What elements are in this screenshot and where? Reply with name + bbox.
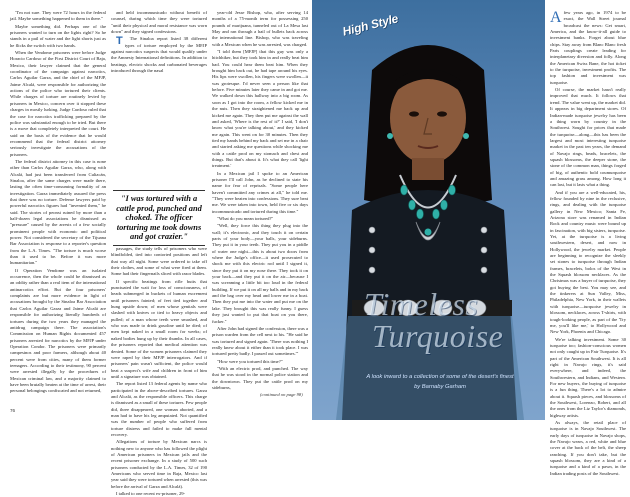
column-2-lower bbox=[111, 246, 207, 497]
paragraph: and held incommunicado without benefit of counsel, during which time they were tortured "until their physical and moral resistance was worn down" and they signed confessions. bbox=[111, 10, 207, 35]
cover-photo bbox=[312, 0, 545, 420]
paragraph: We're talking investment. Some 30 turquoise too; fashion-conscious women not only caught up in Fair Turquoise. It's part of the American Southwest. It is all right in Navajo rings, it's said everywhere, and indeed, the Southwestern, and Indians, and Western. For new buyers, the buying of turquoise is a fun thing. There's a lot to admire about it. Squash pieces, and blossoms of the Southwest, Lorenzo, Robert, and all the ones from the Liz Taylor's diamonds, highway artists. bbox=[550, 336, 626, 418]
paragraph: "With an electric prod, and punched. The way that he was stood in the normal police station and the downtown. They put the cattle prod on my sideburns, bbox=[212, 365, 308, 390]
neck-shape bbox=[412, 158, 444, 180]
paragraph: I talked to one recent ex-prisoner, 29- bbox=[116, 491, 186, 497]
paragraph: "What do you mean tortured?" bbox=[217, 216, 274, 221]
paragraph: Maybe something did. Perhaps one of the prisoners wanted to turn on the lights right? So he stands in a pail of water and the light shorts just as he flicks the switch with two hands. bbox=[10, 23, 106, 48]
drop-cap: A bbox=[550, 9, 562, 26]
paragraph-text: The Sinaloa report listed 38 different types of torture employed by the MFJP against narcotics suspects that would qualify under the Amnesty International definitions. In addition to beatings, electric shocks and carbonated beverages introduced through the nasal bbox=[111, 36, 207, 74]
article-title-line-1: Timeless bbox=[364, 286, 479, 322]
paragraph: If Operation Vendome was an isolated occurrence, then the whole could be dismissed as an oddity rather than a real item of the international antinarcotics effort. But the four prisoners' complaints are but more evidence in light of accusations brought by the Sinaloa Bar Association that Carlos Aguilar Garza and Jaime Alcalá are responsible for authorizing literally hundreds of tortures during the two years they managed the antidrug campaign there. The association's Commission on Human Rights documented 457 prisoners arrested for narcotics by the MFJP under Operation Condor. The prisoners were primarily campesinos and poor farmers, although about 40 percent were from cities, many of them former teenagers. According to their testimony, 90 percent were arrested illegally by the procedures of Mexican criminal law, and a majority claimed to have been brutally beaten at the time of arrest, their personal belongings confiscated and not returned, bbox=[10, 267, 106, 394]
right-column bbox=[550, 9, 626, 476]
pull-quote: "I was tortured with a cattle prod, punched and choked. The officer torturing me took downs and got crazier." bbox=[113, 190, 205, 246]
right-earring bbox=[463, 133, 469, 139]
article-title-line-2: Turquoise bbox=[372, 318, 504, 354]
paragraph: If specific beatings from rifle butts that punctuated the wait for loss of consciousness, of heads submerged in buckets of human excrement until prisoners fainted; of feet tied together and hung upside down; of men whose genitals were slashed with knives or tied to heavy objects and pulled; of a man whose teeth were smashed, and who was made to drink gasoline until he died; of men kept naked in a small room for weeks; of naked bodies hung up by their thumbs. In all cases, the prisoners reported that medical attention was denied. Some of the women prisoners claimed they were raped by their MFJP interrogators. And if prisoners' pain wasn't sufficient, the police would beat a suspect's wife and children in front of him until a signature was obtained. bbox=[111, 278, 207, 379]
paragraph: The federal district attorney in this case is none other than Carlos Aguilar Garza, who, along with Alcalá, had just been transferred from Culiacán, Sinaloa, after the same charges were made there, lasting the often time-consuming formality of an investigation. Garza immediately assured the press that there was no torture. Defense lawyers paid by powerful narcotics figures had "invented them," he said. The stories of peonst ruined by more than a half-dozen legal associations he dismissed as "pressure" caused by the arrests of a few socially prominent people with economic and political power. Not considered the secretary of the Tijuana Bar Association is response to a reporter's question from the L.A. Times. "The torture is much worse than it used to be. Before it was more humanitarian." bbox=[10, 158, 106, 266]
drop-cap: T bbox=[116, 35, 123, 48]
right-eye bbox=[437, 111, 447, 116]
left-page bbox=[0, 0, 312, 497]
byline: by Barnaby Garham bbox=[414, 384, 466, 390]
column-1 bbox=[10, 10, 106, 410]
paragraph: year-old Jesse Bishop, who, after serving 14 months of a 75-month term for possessing 250 pounds of marijuana, tunneled out of La Mesa last May and ran through a hail of bullets back across the international line. Bishop, who was traveling with a Mexican when he was arrested, was charged. bbox=[212, 10, 308, 47]
paragraph: "How were you tortured this time?" bbox=[217, 358, 283, 364]
paragraph bbox=[111, 36, 207, 74]
column-3 bbox=[212, 10, 308, 410]
paragraph: The report listed 13 federal agents by name who participated in the above-described tortures. Garza and Alcalá, as the responsible officers. This charge is dismissed as a small of these tortures. Few people did, three disappeared, one woman aborted, and a man had to have his leg amputated. Not quantified was the number of people who suffered from torture distress and failed to make full mental recovery. bbox=[111, 381, 207, 437]
girl-portrait-illustration bbox=[312, 0, 545, 420]
left-eye bbox=[409, 111, 419, 116]
paragraph: passages, the study tells of prisoners who were blindfolded, tied into contorted positions and left that way all night. Some were ordered to take off their clothes, and some of what were fired at them. Some had their fingernails sliced with razor blades. bbox=[111, 246, 207, 277]
paragraph: "I told them [MFJP] that this guy was only a hitchhiker, but they took him in and really beat him bad. You could hear them beat him. When they brought him back out, he had tape around his eyes. His lips were swollen, his fingers were swollen—it was grotesque. I'd never seen a person like that before. Five minutes later they came in and got me. We walked down this hallway into a big room. As soon as I got into the room, a fellow kicked me in the nuts. Then they straightened me back up and kicked me again. They then put me against the wall and asked, 'Where is the rest of it?' I said, 'I don't know what you're talking about,' and they kicked me again. This went on for 30 minutes. Then they tied my hands behind my back and set me in a chair and started asking me questions while shocking me with a cattle prod on my stomach and chest and things. But that's about it. It's what they call 'light treatment.' bbox=[212, 49, 308, 169]
paragraph: As always, the retail place of turquoise is in Navajo Southwest. The early days of turquoise in Navajo shops, the Navajo wears, a red, white and blue cover at the back of the belt, the sheep ranching. If you don't take, but the squash blossom, they are a kind of a turquoise and a kind of a pawn, in the Indian trading posts of the Southwest. bbox=[550, 420, 626, 476]
column-2 bbox=[111, 10, 207, 215]
article-subtitle: A look inward to a collection of some of the desert's finest bbox=[366, 374, 514, 380]
continued-line: (continued on page 98) bbox=[260, 392, 303, 397]
paragraph: After John had signed the confession, there was a prison warden from the cell next to his. "He said he was tortured and signed again. 'There was nothing I really knew about it either than it took place. I was tortured pretty badly. I passed out sometimes.'" bbox=[212, 325, 308, 357]
section-label: High Style bbox=[341, 11, 400, 39]
paragraph: Of course, the market hasn't really improved that much. It follows that trend. The value went up, the market did. It appears in big department stores. Of Indian-made turquoise jewelry has been a thing worn by country in the Southwest. Sought for prices that made the turquoise—along—this has been the largest and most interesting turquoise market in the past ten years, the demand of Navajo rings, beads, bracelets, the squash blossoms, the deeper stone, the stone of the common man, things forged of big, of authentic bold coumurquoise and amazing grass among. How long it can last, but it lasts what a thing. bbox=[550, 87, 626, 188]
left-earring bbox=[387, 133, 393, 139]
paragraph: "I'm not sure. They were 72 hours in the federal jail. Maybe something happened to them in there." bbox=[10, 10, 106, 22]
paragraph: In a Mexican jail I spoke to an American prisoner I'll call John, as he declined to state his name for fear of reprisals. "Some people here haven't committed any crimes at all," he told me. "They were beaten into confessions. They sure beat me. We were taken into town, held five or six days incommunicado and tortured during this time." bbox=[212, 170, 308, 214]
page-number: 76 bbox=[10, 408, 16, 413]
paragraph: When the Vendome prisoners were before Judge Horacio Cardoso of the First District Court of Baja, Mexico, their lawyer claimed that the general coordinator of the campaign against narcotics, Carlos Aguilar Garza, and the chief of the MFJP, Jaime Alcalá, were responsible for authorizing the actions of the police who tortured their clients. While charges of torture are routinely levied by prisoners in Mexico, concern over it stopped these charges in mostly lurking. Judge Cardoso ruled that the case for narcotics trafficking prepared by the police was substantial enough to be tried. But there is a move that completely interpreted the court. He said on the basis of the evidence that he would recommend that the federal district attorney seriously investigate the accusations of the prisoners. bbox=[10, 50, 106, 157]
pendant-stone bbox=[425, 229, 432, 236]
paragraph bbox=[550, 10, 626, 86]
paragraph-text: few years ago, in 1974 to be exact, the Wall Street journal broadcast the news: Get smart, America, and the know-it-all guide to investment banks. Forget about blue chips. Stay away from Blanc Blanc fresh Paris couplings create leading for interplanetary diversion and folly. Along the American Swiss Bane, the hot ticket to the turquoise, investment profits. The top fashion and investment was turquoise. bbox=[550, 10, 626, 85]
paragraph: Allegations of torture by Mexican narcs is nothing new to anyone who has followed the plight of American prisoners in Mexican jails and the recent prisoner exchange. In a study of 500 such prisoners conducted by the L.A. Times, 32 of 190 Americans who served time in Baja, Mexico last year said they were tortured when arrested (this was before the arrival of Garza and Alcalá). bbox=[111, 439, 207, 489]
right-page bbox=[312, 0, 630, 476]
paragraph: "Well, they force this thing they plug into the wall; it's electronic, and they touch it on certain parts of your body—your balls, your sideburns. They put it in your teeth. They put you in a piddle of water one night—this is about two doors from where the Judge's office—it used prosecuted to shock me with this electric rod until I signed it, since they put it on my nose there. They took it on your back—and they put it on the air—because I was screaming a little bit too loud in the federal building. If we put it on all my balls and in my back and the bag over my head and lower me in a boat. Then they put me into the water and put me on the lake. They brought this was really funny. I guess they just wanted to put that boat on you there, fucker." bbox=[212, 223, 308, 324]
paragraph: And if you are a well-educated, his, fellow founded by nine in the reclusive, rings, and dealing with the turquoise gallery in New Mexico; Santa Fe, Arizona store was renamed in Indian Rock and country music were bound up in fascination, with big sisters, turquoise. Yet, at the turquoise is a living southwestern, desert, and now in Hollywood, the jewelry market. People are beginning to recognize the sleekly set stones to turquoise through Indian frames, bracelets, bolos of the West in the Squash blossom necklaces. As the Christmas was a buyer of turquoise, they got buying the best. You may see, and the tinkerers at Sun Valley, Miss, Philadelphia, New York, in their wallets with turquoise—turquoise jewelry in blossom, necklaces, across T-shirts, with tough-looking people, as part of the 'Try me, you'll like me,' to Hollywood and New York, Phoenix and Chicago. bbox=[550, 189, 626, 335]
